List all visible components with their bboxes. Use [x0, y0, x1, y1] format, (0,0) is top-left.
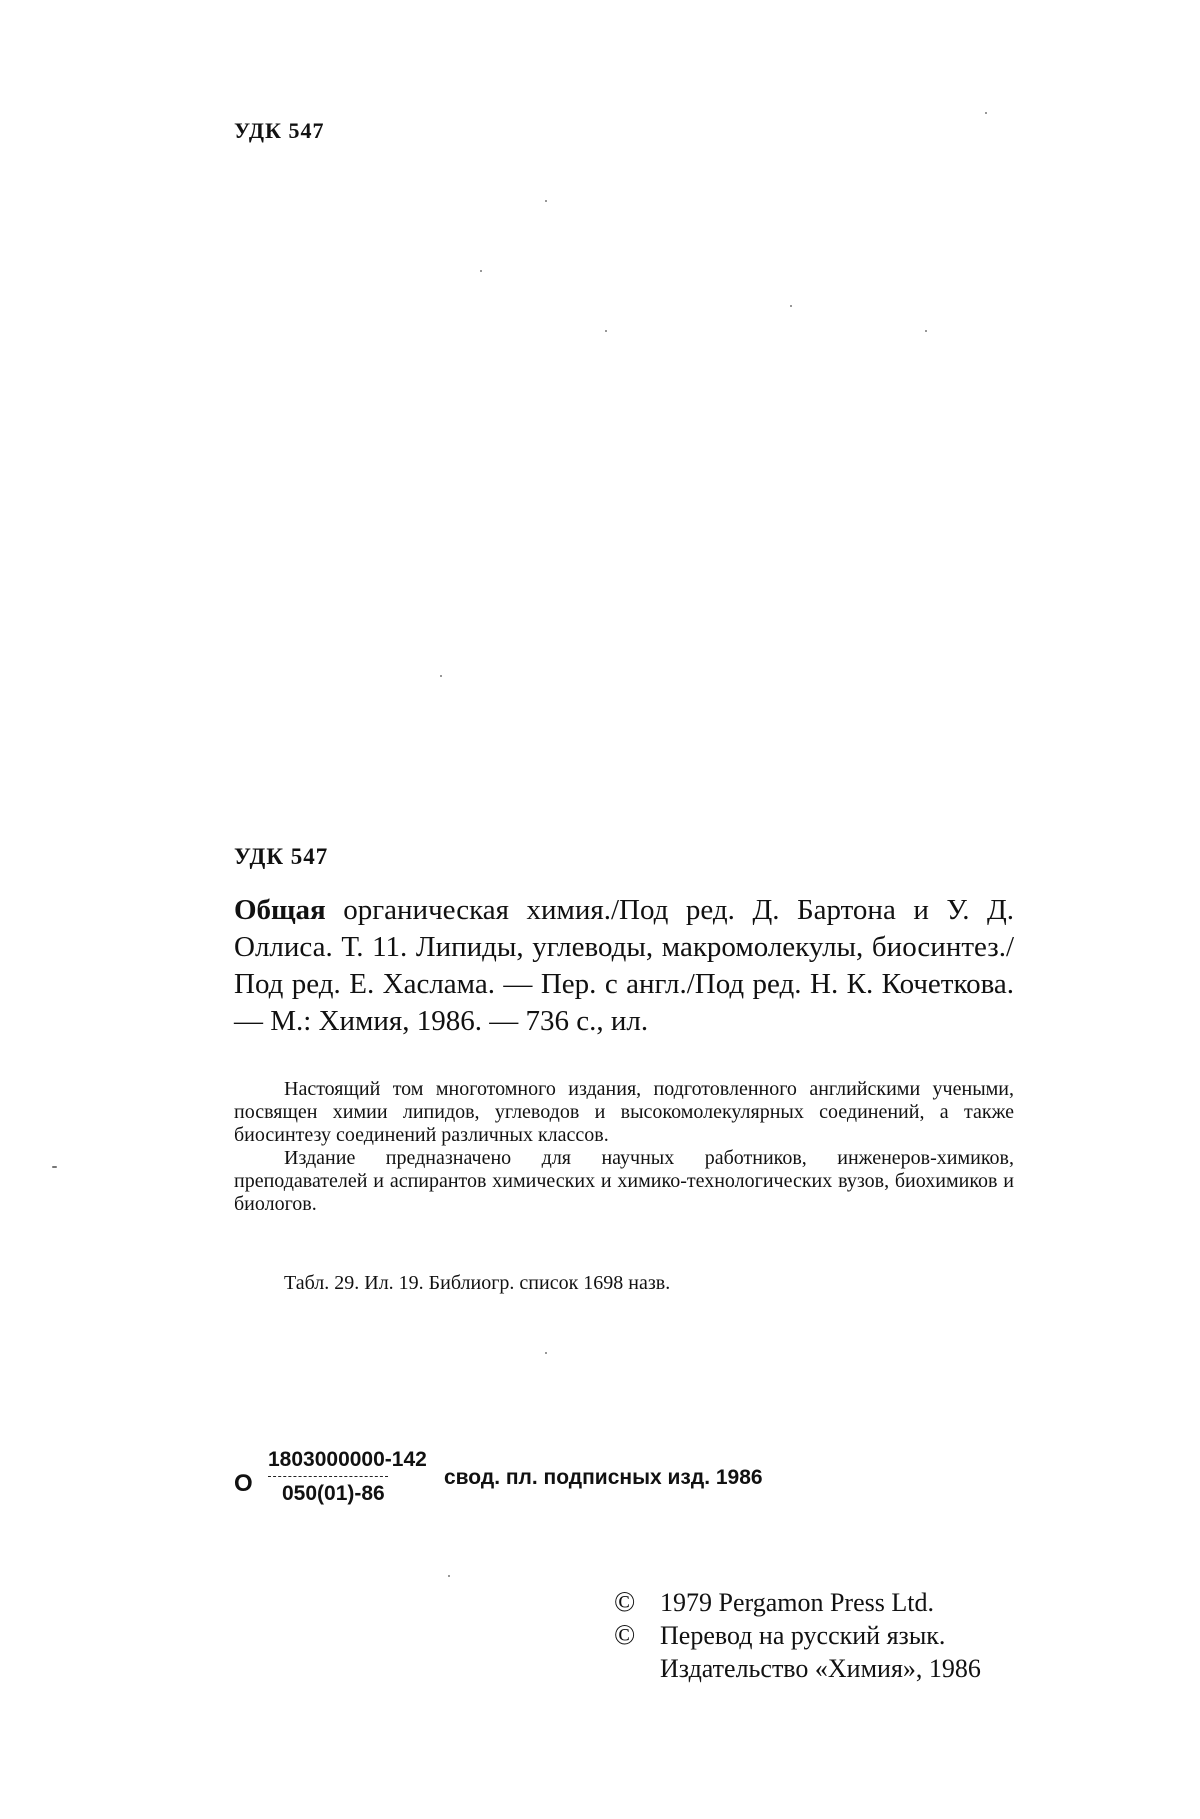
- title-bold-word: Общая: [234, 894, 326, 926]
- copyright-line-3: Издательство «Химия», 1986: [660, 1654, 981, 1683]
- fraction-line: [268, 1476, 388, 1477]
- annotation-paragraph-1: Настоящий том многотомного издания, подготовленного английскими учеными, посвящен химии липидов, углеводов и высокомолекулярных соединений, а также биосинтезу соединений различных классов.: [234, 1078, 1014, 1146]
- udk-code-block: УДК 547: [234, 844, 329, 869]
- scan-speck: [480, 270, 482, 272]
- scan-speck: [925, 330, 927, 332]
- code-suffix: свод. пл. подписных изд. 1986: [444, 1466, 763, 1489]
- publisher-code: [234, 1448, 794, 1518]
- copyright-row-1: [614, 1586, 981, 1619]
- udk-code-top: УДК 547: [234, 118, 325, 143]
- copyright-line-2: Перевод на русский язык.: [660, 1621, 946, 1650]
- scan-speck: [440, 675, 442, 677]
- copyright-line-1: 1979 Pergamon Press Ltd.: [660, 1588, 934, 1617]
- code-numerator: 1803000000-142: [268, 1448, 427, 1471]
- copyright-icon: ©: [614, 1587, 636, 1618]
- scan-speck: [790, 305, 792, 307]
- bibliographic-record: [234, 892, 1014, 1040]
- code-letter: О: [234, 1470, 253, 1497]
- copyright-icon: ©: [614, 1620, 636, 1651]
- annotation: [234, 1078, 1014, 1216]
- scan-speck: [52, 1166, 57, 1168]
- scan-speck: [448, 1575, 450, 1577]
- publication-stats: Табл. 29. Ил. 19. Библиогр. список 1698 назв.: [284, 1272, 671, 1294]
- scan-speck: [545, 200, 547, 202]
- scan-speck: [985, 112, 987, 114]
- copyright-block: [614, 1586, 981, 1685]
- copyright-row-2: [614, 1619, 981, 1652]
- code-denominator: 050(01)-86: [282, 1482, 385, 1505]
- bibliographic-text: органическая химия./Под ред. Д. Бартона и У. Д. Оллиса. Т. 11. Липиды, углеводы, макромолекулы, биосинтез./Под ред. Е. Хаслама. — Пер. с англ./Под ред. Н. К. Кочеткова. — М.: Химия, 1986. — 736 с., ил.: [234, 894, 1014, 1037]
- annotation-paragraph-2: Издание предназначено для научных работников, инженеров-химиков, преподавателей и аспирантов химических и химико-технологических вузов, биохимиков и биологов.: [234, 1147, 1014, 1215]
- scan-speck: [605, 330, 607, 332]
- scan-speck: [545, 1352, 547, 1354]
